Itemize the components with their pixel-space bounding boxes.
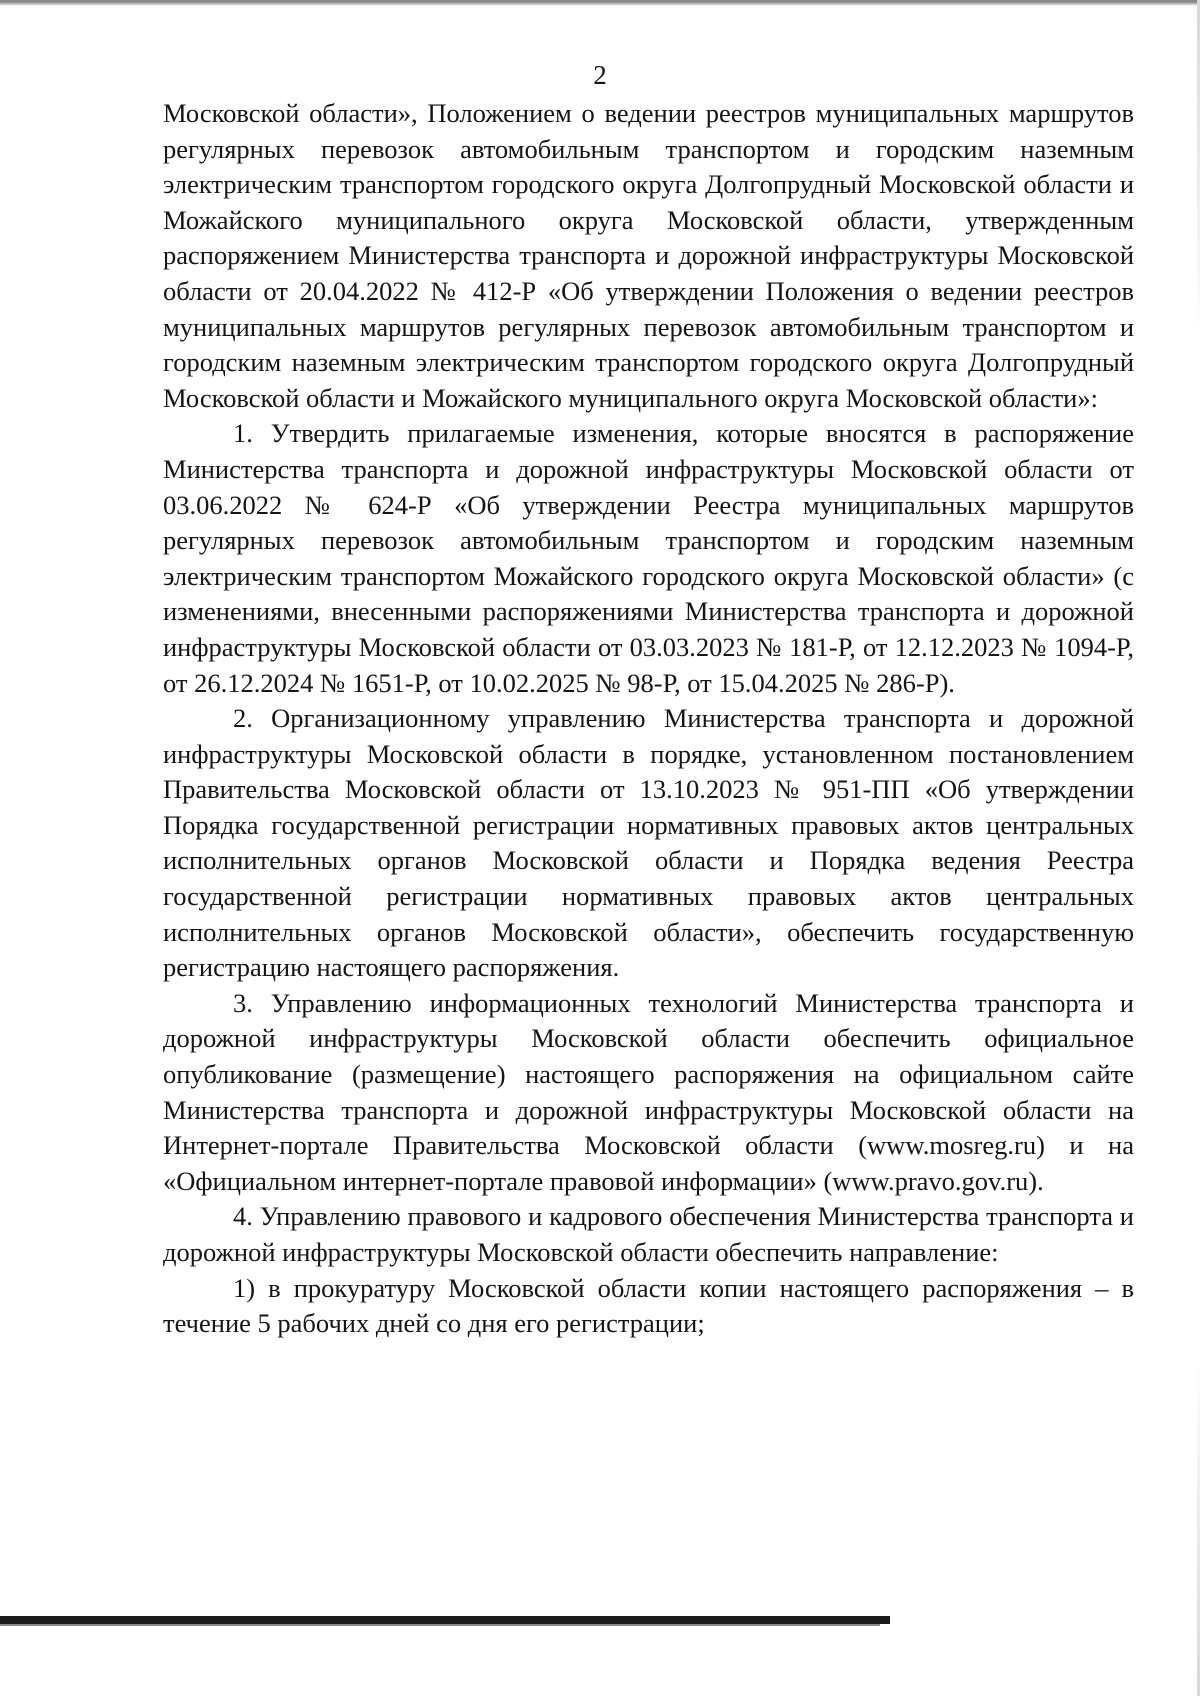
document-body <box>163 96 1134 1342</box>
paragraph-item-3: 3. Управлению информационных технологий Министерства транспорта и дорожной инфраструктуры Московской области обеспечить официальное опубликование (размещение) настоящего распоряжения на официальном сайте Министерства транспорта и дорожной инфраструктуры Московской области на Интернет-портале Правительства Московской области (www.mosreg.ru) и на «Официальном интернет-портале правовой информации» (www.pravo.gov.ru). <box>163 987 1134 1196</box>
paragraph-item-4: 4. Управлению правового и кадрового обеспечения Министерства транспорта и дорожной инфраструктуры Московской области обеспечить направление: <box>163 1201 1134 1267</box>
scan-top-edge <box>0 0 1200 6</box>
page-number: 2 <box>593 60 607 90</box>
paragraph-intro-continuation: Московской области», Положением о ведении реестров муниципальных маршрутов регулярных перевозок автомобильным транспортом и городским наземным электрическим транспортом городского округа Долгопрудный Московской области и Можайского муниципального округа Московской области, утвержденным распоряжением Министерства транспорта и дорожной инфраструктуры Московской области от 20.04.2022 № 412-Р «Об утверждении Положения о ведении реестров муниципальных маршрутов регулярных перевозок автомобильным транспортом и городским наземным электрическим транспортом городского округа Долгопрудный Московской области и Можайского муниципального округа Московской области»: <box>163 98 1134 413</box>
paragraph-item-2: 2. Организационному управлению Министерства транспорта и дорожной инфраструктуры Московской области в порядке, установленном постановлением Правительства Московской области от 13.10.2023 № 951-ПП «Об утверждении Порядка государственной регистрации нормативных правовых актов центральных исполнительных органов Московской области и Порядка ведения Реестра государственной регистрации нормативных правовых актов центральных исполнительных органов Московской области», обеспечить государственную регистрацию настоящего распоряжения. <box>163 703 1134 983</box>
paragraph-item-1: 1. Утвердить прилагаемые изменения, которые вносятся в распоряжение Министерства транспорта и дорожной инфраструктуры Московской области от 03.06.2022 № 624-Р «Об утверждении Реестра муниципальных маршрутов регулярных перевозок автомобильным транспортом и городским наземным электрическим транспортом Можайского городского округа Московской области» (с изменениями, внесенными распоряжениями Министерства транспорта и дорожной инфраструктуры Московской области от 03.03.2023 № 181-Р, от 12.12.2023 № 1094-Р, от 26.12.2024 № 1651-Р, от 10.02.2025 № 98-Р, от 15.04.2025 № 286-Р). <box>163 418 1134 698</box>
paragraph-item-4-1: 1) в прокуратуру Московской области копии настоящего распоряжения – в течение 5 рабочих дней со дня его регистрации; <box>163 1272 1134 1339</box>
scan-bottom-edge <box>0 1616 890 1624</box>
